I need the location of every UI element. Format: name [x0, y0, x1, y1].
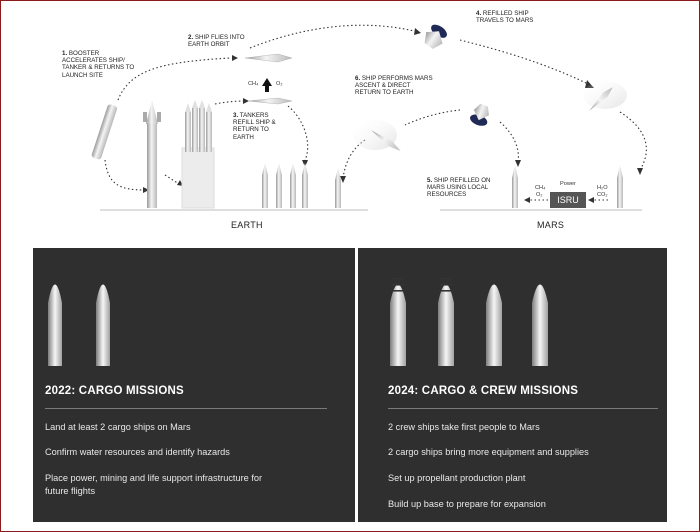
isru-power-label: Power: [560, 181, 576, 187]
refuel-arrow: [262, 78, 272, 92]
booster-cluster: [182, 100, 214, 208]
orbit-ship: [245, 54, 292, 62]
cargo-missions-title: 2022: CARGO MISSIONS: [45, 385, 184, 397]
tanker-fleet: [262, 163, 341, 208]
crew-item: Set up propellant production plant: [388, 473, 526, 483]
cargo-item: Land at least 2 cargo ships on Mars: [45, 422, 191, 432]
cargo-item: Confirm water resources and identify hazards: [45, 447, 230, 457]
launch-stack: [143, 100, 161, 208]
earth-label: EARTH: [231, 220, 263, 230]
isru-plant: ISRU: [550, 192, 586, 208]
transit-ship: [420, 21, 450, 51]
crew-item: Build up base to prepare for expansion: [388, 499, 546, 509]
ascent-ship: [469, 102, 493, 128]
step-4-label: 4. REFILLED SHIP TRAVELS TO MARS: [476, 10, 534, 25]
return-ship: [353, 120, 402, 153]
propellant-o2-label: O₂: [276, 81, 283, 87]
cargo-missions-panel: [33, 248, 355, 522]
propellant-ch4-label: CH₄: [248, 81, 259, 87]
mars-label: MARS: [537, 220, 565, 230]
crew-ships-illustration: [358, 248, 667, 373]
isru-output-ch4: CH₄: [535, 185, 546, 191]
crew-missions-title: 2024: CARGO & CREW MISSIONS: [388, 385, 579, 397]
step-3-label: 3. TANKERS REFILL SHIP & RETURN TO EARTH: [233, 112, 276, 141]
mission-diagram: [0, 0, 700, 245]
step-6-label: 6. SHIP PERFORMS MARS ASCENT & DIRECT RETURN TO EARTH: [355, 75, 433, 97]
step-5-label: 5. SHIP REFILLED ON MARS USING LOCAL RESOURCES: [427, 177, 491, 199]
tanker-ship: [248, 98, 292, 104]
crew-missions-panel: [358, 248, 667, 522]
crew-item: 2 cargo ships bring more equipment and supplies: [388, 447, 589, 457]
crew-item: 2 crew ships take first people to Mars: [388, 422, 540, 432]
cargo-item: Place power, mining and life support infrastructure for future flights: [45, 473, 263, 496]
step-1-label: 1. BOOSTER ACCELERATES SHIP/ TANKER & RETURNS TO LAUNCH SITE: [62, 50, 135, 79]
isru-output-o2: O₂: [536, 192, 543, 198]
crew-divider: [388, 408, 658, 409]
cargo-ships-illustration: [33, 248, 355, 373]
mars-entry-ship: [583, 81, 627, 113]
cargo-divider: [45, 408, 327, 409]
returning-booster: [91, 104, 118, 160]
step-2-label: 2. SHIP FLIES INTO EARTH ORBIT: [188, 34, 245, 49]
isru-input-h2o: H₂O: [597, 185, 608, 191]
isru-input-co2: CO₂: [597, 192, 608, 198]
